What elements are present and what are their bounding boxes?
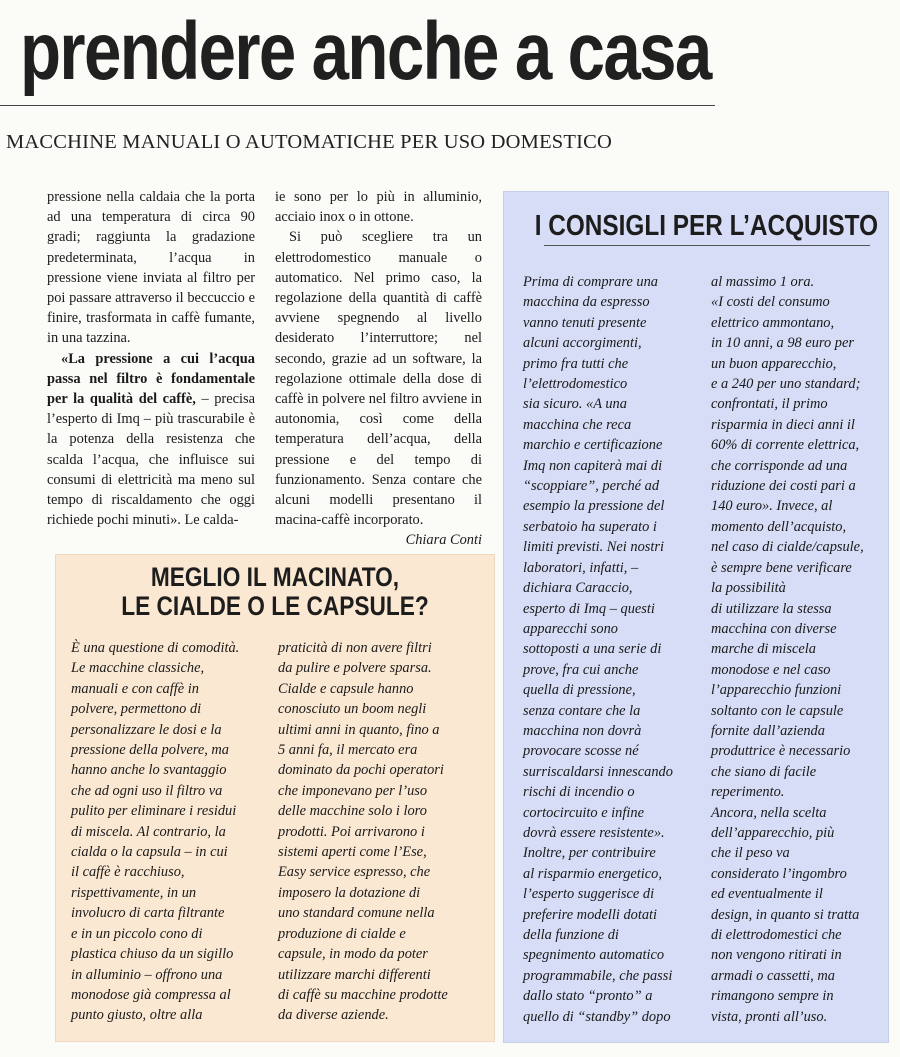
text-line: dominato da pochi operatori (278, 762, 444, 779)
article-paragraph: Si può scegliere tra un elettrodomestico manuale o automatico. Nel primo caso, la regolazione della quantità di caffè avviene spegnendo al livello desiderato l’interruttore; nel secondo, grazie ad un software, la regolazione ottimale della dose di caffè in polvere nel filtro avviene in autonomia, così come della temperatura dell’acqua, della pressione e del tempo di funzionamento. Senza contare che alcuni modelli presentano il macina-caffè incorporato. (275, 229, 482, 529)
text-line: sia sicuro. «A una (523, 396, 627, 413)
text-line: spegnimento automatico (523, 947, 665, 964)
text-line: dell’apparecchio, più (711, 824, 835, 841)
text-line: uno standard comune nella (278, 905, 435, 922)
text-line: al massimo 1 ora. (711, 274, 815, 290)
text-line: un buon apparecchio, (711, 355, 837, 372)
text-line: ed eventualmente il (711, 886, 823, 903)
text-line: praticità di non avere filtri (278, 640, 432, 656)
text-line: esperto di Imq – questi (523, 600, 655, 617)
text-line: rimangono sempre in (711, 988, 834, 1005)
text-line: da pulire e polvere sparsa. (278, 660, 432, 677)
text-line: in alluminio – offrono una (71, 966, 223, 983)
text-line: esempio la pressione del (523, 498, 665, 515)
text-line: rischi di incendio o (523, 784, 635, 801)
text-line: macchina da espresso (523, 294, 650, 311)
text-line: prove, fra cui anche (523, 661, 639, 678)
text-line: surriscaldarsi innescando (523, 763, 673, 780)
text-line: vanno tenuti presente (523, 314, 647, 331)
text-line: e a 240 per uno standard; (711, 376, 861, 393)
tips-title-rule (544, 245, 870, 246)
article-paragraph (47, 349, 255, 531)
text-line: sottoposti a una serie di (523, 641, 662, 658)
text-line: Easy service espresso, che (278, 864, 431, 881)
grind-column-1 (71, 638, 271, 1026)
text-line: elettrico ammontano, (711, 314, 835, 331)
text-line: l’elettrodomestico (523, 376, 628, 393)
text-line: soltanto con le capsule (711, 702, 844, 719)
text-line: pulito per eliminare i residui (71, 803, 237, 820)
text-line: Prima di comprare una (523, 274, 658, 290)
text-line: non vengono ritirati in (711, 947, 842, 964)
text-line: personalizzare le dosi e la (71, 721, 222, 738)
tips-title: I CONSIGLI PER L’ACQUISTO (534, 210, 879, 242)
text-line: Ancora, nella scelta (711, 804, 827, 821)
text-line: 5 anni fa, il mercato era (278, 742, 418, 759)
text-line: riduzione dei costi pari a (711, 478, 856, 495)
section-kicker: MACCHINE MANUALI O AUTOMATICHE PER USO DOMESTICO (6, 131, 613, 153)
text-line: polvere, permettono di (71, 701, 202, 718)
text-line: apparecchi sono (523, 620, 618, 637)
text-line: involucro di carta filtrante (71, 905, 225, 922)
text-line: Inoltre, per contribuire (523, 845, 656, 862)
text-line: conosciuto un boom negli (278, 701, 427, 718)
text-line: laboratori, infatti, – (523, 559, 639, 576)
pull-quote: «La pressione a cui l’acqua passa nel filtro è fondamentale per la qualità del caffè, (47, 350, 255, 408)
grind-box (55, 554, 495, 1042)
text-line: da diverse aziende. (278, 1007, 389, 1024)
text-line: manuali e con caffè in (71, 680, 199, 697)
text-line: di utilizzare la stessa (711, 600, 832, 617)
text-line: senza contare che la (523, 702, 641, 719)
text-line: ultimi anni in quanto, fino a (278, 721, 440, 738)
text-line: dallo stato “pronto” a (523, 988, 653, 1005)
text-line: serbatoio ha superato i (523, 518, 657, 535)
text-line: È una questione di comodità. (71, 640, 240, 656)
text-line: cialda o la capsula – in cui (71, 844, 228, 861)
grind-title (91, 563, 459, 621)
text-line: la possibilità (711, 580, 786, 597)
text-line: quella di pressione, (523, 682, 636, 699)
text-line: che corrisponde ad una (711, 457, 848, 474)
text-line: confrontati, il primo (711, 396, 828, 413)
text-line: cortocircuito e infine (523, 804, 644, 821)
text-line: che ad ogni uso il filtro va (71, 782, 223, 799)
article-text: – precisa l’esperto di Imq – più trascurabile è la potenza della resistenza che scalda l’acqua, che influisce sui consumi di elettricità ma meno sul tempo di riscaldamento che oggi richiede pochi minuti». Le calda- (47, 391, 255, 529)
text-line: Le macchine classiche, (71, 660, 205, 677)
article-column-2 (275, 187, 482, 551)
text-line: considerato l’ingombro (711, 865, 847, 882)
text-line: primo fra tutti che (523, 355, 629, 372)
text-line: e in un piccolo cono di (71, 925, 203, 942)
tips-box (503, 191, 889, 1043)
text-line: delle macchine solo i loro (278, 803, 427, 820)
text-line: nel caso di cialde/capsule, (711, 539, 864, 556)
article-paragraph: pressione nella caldaia che la porta ad una temperatura di circa 90 gradi; raggiunta la gradazione predeterminata, l’acqua in pressione viene inviata al filtro per poi passare attraverso il beccuccio e finire, trasformata in caffè fumante, in una tazzina. (47, 189, 255, 347)
text-line: quello di “standby” dopo (523, 1008, 671, 1025)
text-line: momento dell’acquisto, (711, 518, 847, 535)
text-line: monodose e nel caso (711, 661, 831, 678)
text-line: preferire modelli dotati (523, 906, 658, 923)
tips-column-1 (523, 272, 699, 1027)
text-line: “scoppiare”, perché ad (523, 478, 660, 495)
text-line: marche di miscela (711, 641, 816, 658)
text-line: di elettrodomestici che (711, 927, 842, 943)
text-line: che siano di facile (711, 763, 817, 780)
text-line: armadi o cassetti, ma (711, 967, 835, 984)
text-line: pressione della polvere, ma (71, 742, 229, 759)
text-line: utilizzare marchi differenti (278, 966, 431, 983)
grind-column-2 (278, 638, 488, 1026)
text-line: programmabile, che passi (523, 967, 673, 984)
text-line: design, in quanto si tratta (711, 906, 860, 923)
text-line: monodose già compressa al (71, 986, 231, 1003)
text-line: macchina non dovrà (523, 722, 642, 739)
text-line: prodotti. Poi arrivarono i (278, 823, 425, 840)
text-line: hanno anche lo svantaggio (71, 762, 227, 779)
text-line: 140 euro». Invece, al (711, 498, 833, 515)
text-line: in 10 anni, a 98 euro per (711, 335, 854, 352)
text-line: macchina che reca (523, 416, 632, 433)
text-line: è sempre bene verificare (711, 559, 852, 576)
headline: prendere anche a casa (20, 6, 711, 97)
text-line: capsule, in modo da poter (278, 946, 428, 963)
article-paragraph: ie sono per lo più in alluminio, acciaio inox o in ottone. (275, 189, 482, 226)
text-line: di miscela. Al contrario, la (71, 823, 226, 840)
text-line: produttrice è necessario (711, 743, 851, 760)
text-line: 60% di corrente elettrica, (711, 437, 860, 454)
text-line: di caffè su macchine prodotte (278, 986, 448, 1003)
text-line: al risparmio energetico, (523, 865, 662, 882)
grind-title-line: MEGLIO IL MACINATO, (150, 562, 400, 592)
text-line: provocare scosse né (523, 743, 639, 760)
text-line: Cialde e capsule hanno (278, 680, 414, 697)
text-line: Imq non capiterà mai di (523, 457, 663, 474)
text-line: che imponevano per l’uso (278, 782, 428, 799)
text-line: fornite dall’azienda (711, 722, 825, 739)
text-line: imposero la dotazione di (278, 884, 421, 901)
text-line: che il peso va (711, 845, 790, 862)
article-column-1 (47, 187, 255, 530)
text-line: plastica chiuso da un sigillo (71, 946, 234, 963)
text-line: macchina con diverse (711, 620, 837, 637)
text-line: «I costi del consumo (711, 294, 830, 311)
tips-column-2 (711, 272, 883, 1027)
text-line: della funzione di (523, 927, 619, 943)
text-line: limiti previsti. Nei nostri (523, 539, 664, 556)
text-line: dovrà essere resistente». (523, 824, 665, 841)
text-line: l’esperto suggerisce di (523, 886, 655, 903)
text-line: punto giusto, oltre alla (71, 1007, 203, 1024)
text-line: marchio e certificazione (523, 437, 663, 454)
text-line: l’apparecchio funzioni (711, 682, 842, 699)
text-line: reperimento. (711, 784, 785, 801)
text-line: sistemi aperti come l’Ese, (278, 844, 427, 861)
grind-title-line: LE CIALDE O LE CAPSULE? (121, 591, 429, 621)
text-line: produzione di cialde e (278, 925, 406, 942)
headline-rule (0, 105, 715, 106)
text-line: il caffè è racchiuso, (71, 864, 185, 881)
text-line: vista, pronti all’uso. (711, 1008, 828, 1025)
text-line: risparmia in dieci anni il (711, 416, 855, 433)
text-line: alcuni accorgimenti, (523, 335, 642, 352)
text-line: rispettivamente, in un (71, 884, 197, 901)
text-line: dichiara Caraccio, (523, 580, 633, 597)
author-signature: Chiara Conti (405, 532, 482, 549)
